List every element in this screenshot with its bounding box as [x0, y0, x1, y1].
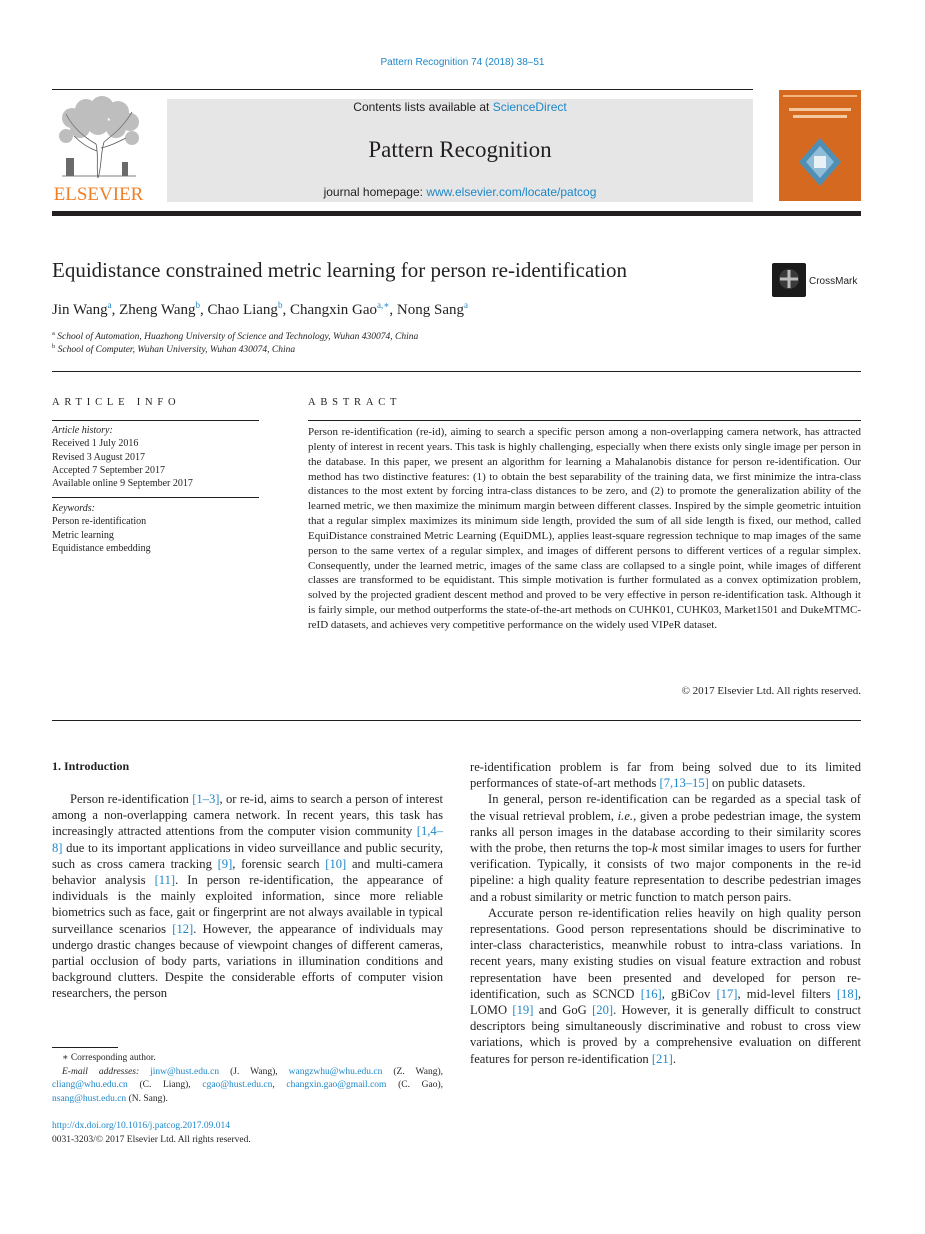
author-name[interactable]: Nong Sang: [396, 302, 464, 318]
author-name[interactable]: Chao Liang: [207, 302, 278, 318]
homepage-prefix: journal homepage:: [323, 185, 427, 199]
text-run: , forensic search: [232, 856, 326, 871]
author-affiliation-sup[interactable]: a,∗: [377, 300, 390, 310]
elsevier-tree-logo: [52, 96, 145, 204]
keywords-label: Keywords:: [52, 503, 95, 514]
author-separator: ,: [200, 302, 208, 318]
header-rule: [52, 89, 753, 90]
citation-link[interactable]: [17]: [716, 986, 738, 1001]
email-owner: (C. Liang),: [127, 1080, 203, 1090]
citation-link[interactable]: [1–3]: [192, 792, 220, 806]
contents-prefix: Contents lists available at: [353, 100, 493, 114]
email-owner: (N. Sang).: [126, 1093, 168, 1104]
author-affiliation-sup[interactable]: a: [463, 300, 468, 310]
footnote-rule: [52, 1047, 118, 1048]
email-owner: (C. Gao),: [386, 1080, 444, 1090]
citation-link[interactable]: [20]: [592, 1003, 614, 1018]
sciencedirect-link[interactable]: ScienceDirect: [492, 100, 567, 114]
email-link[interactable]: jinw@hust.edu.cn: [150, 1066, 220, 1077]
body-left-column: [52, 791, 443, 1002]
history-received: Received 1 July 2016: [52, 438, 139, 450]
abstract-heading: ABSTRACT: [308, 397, 402, 408]
email-owner: (J. Wang),: [219, 1066, 289, 1077]
author-name[interactable]: Changxin Gao: [289, 302, 378, 318]
text-run: In general, person re-identification can be regarded as a special task of the visual retrieval problem,: [470, 792, 861, 823]
corresponding-author-note: Corresponding author.: [70, 1053, 156, 1063]
affiliation-text: School of Automation, Huazhong University of Science and Technology, Wuhan 430074, China: [57, 332, 419, 343]
affiliation-a: [52, 330, 418, 342]
citation-link[interactable]: [9]: [217, 856, 233, 871]
citation-link[interactable]: [19]: [512, 1003, 534, 1018]
doi-link[interactable]: http://dx.doi.org/10.1016/j.patcog.2017.09.014: [52, 1121, 230, 1131]
author-list: [52, 300, 468, 319]
email-label: E-mail addresses:: [62, 1066, 151, 1077]
italic-text: k: [652, 841, 658, 856]
journal-cover-thumbnail[interactable]: [779, 90, 861, 201]
email-link[interactable]: cliang@whu.edu.cn: [52, 1080, 128, 1090]
doi-block: [52, 1120, 251, 1147]
article-info-rule: [52, 420, 259, 421]
text-run: due to its important applications in video surveillance and public security, such as cross camera tracking: [52, 840, 443, 871]
affiliation-sup: a: [52, 330, 55, 337]
journal-citation-link[interactable]: Pattern Recognition 74 (2018) 38–51: [380, 57, 545, 68]
author-affiliation-sup[interactable]: b: [277, 300, 283, 310]
text-run: .: [672, 1051, 676, 1066]
email-owner: (Z. Wang),: [382, 1066, 443, 1077]
journal-name: Pattern Recognition: [368, 137, 552, 162]
contents-line: [167, 100, 753, 114]
author-affiliation-sup[interactable]: b: [195, 300, 201, 310]
text-run: . However, it is generally difficult to construct descriptors being simultaneously discriminative and robust to cross view variations, which is proved by a comprehensive evaluation on different features for person re-identification: [470, 1003, 861, 1066]
text-run: , given a probe pedestrian image, the system ranks all person images in the database according to their similarity scores with the probe, then returns the top-: [470, 808, 861, 856]
citation-link[interactable]: [7,13–15]: [659, 776, 709, 791]
citation-link[interactable]: [18]: [836, 986, 858, 1001]
author-name[interactable]: Jin Wang: [52, 302, 108, 318]
title-block-rule: [52, 371, 861, 372]
text-run: and multi-camera behavior analysis: [52, 856, 443, 888]
text-run: , LOMO: [470, 986, 861, 1018]
italic-text: i.e.: [617, 808, 634, 823]
asterisk-mark: ∗: [62, 1053, 69, 1063]
article-history: [52, 424, 267, 490]
abstract-rule: [308, 420, 861, 421]
citation-link[interactable]: [11]: [154, 873, 176, 888]
section-heading-introduction: 1. Introduction: [52, 759, 130, 773]
body-paragraph: [470, 791, 861, 904]
elsevier-wordmark: ELSEVIER: [53, 184, 144, 204]
email-link[interactable]: changxin.gao@gmail.com: [286, 1080, 387, 1090]
abstract-copyright: © 2017 Elsevier Ltd. All rights reserved.: [681, 685, 861, 697]
keywords-block: [52, 502, 267, 555]
text-run: , gBiCov: [661, 986, 717, 1001]
author-name[interactable]: Zheng Wang: [119, 302, 196, 318]
keywords-rule: [52, 497, 259, 498]
affiliation-text: School of Computer, Wuhan University, Wuhan 430074, China: [57, 345, 296, 356]
header-thick-rule: [52, 211, 861, 216]
body-paragraph: [470, 905, 861, 1067]
keyword: Metric learning: [52, 529, 114, 541]
article-title: Equidistance constrained metric learning for person re-identification: [52, 258, 627, 282]
text-run: most similar images to users for further verification. Typically, it consists of two major components in the re-id pipeline: a high quality feature representation to describe pedestrian images and a robust similarity or metric function to match person pairs.: [470, 841, 861, 904]
email-link[interactable]: nsang@hust.edu.cn: [52, 1093, 127, 1104]
history-accepted: Accepted 7 September 2017: [52, 464, 166, 476]
article-info-heading: ARTICLE INFO: [52, 397, 181, 408]
author-separator: ,: [389, 302, 397, 318]
abstract-text: Person re-identification (re-id), aiming to search a specific person among a non-overlapping camera network, has attracted plenty of interest in recent years. This task is highly challenging, especially when there exists only single image per person in the database. In this paper, we present an algorithm for learning a Mahalanobis distance for person re-identification. Our method has two distinctive features: (1) to obtain the best separability of the training data, we first minimize the intra-class distances to the most extent by forcing intra-class distances to be zero, and (2) to promote the generalization ability of the learned metric, we then maximize the minimum margin between different classes. Inspired by the simple geometric intuition that a regular simplex maximizes its minimum side length, provided the sum of all side length is fixed, our method, called EquiDistance constrained Metric Learning (EquiDML), applies least-square regression technique to map images of the same person to the same vertex of a regular simplex, and images of different persons to different vertices of a regular simplex. Consequently, under the learned metric, images of the same class are collapsed to a single point, while images of different classes are transformed to be equidistant. This simple motivation is further formulated as a convex optimization problem, solved by the projected gradient descent method and proved to be very effective in person re-identification task. Although it is fairly simple, our method outperforms the state-of-the-art methods on CUHK01, CUHK03, Market1501 and DukeMTMC-reID datasets, and achieves very competitive performance on the widely used VIPeR dataset.: [308, 426, 861, 631]
body-paragraph: [52, 791, 443, 1002]
affiliation-b: [52, 343, 295, 355]
text-run: , or re-id, aims to search a person of interest among a non-overlapping camera network. In recent years, this task has increasingly attracted attentions from the computer vision community: [52, 792, 443, 839]
abstract-bottom-rule: [52, 720, 861, 721]
keyword: Equidistance embedding: [52, 542, 151, 554]
email-owner: ,: [272, 1080, 287, 1090]
citation-link[interactable]: [10]: [325, 856, 347, 871]
text-run: Accurate person re-identification relies heavily on high quality person representations. Good person representations should be discriminative to inter-class characteristics, meanwhile robust to intra-class variations. In recent years, many existing studies on visual feature extraction and robust representation have been presented and developed for person re-identification, such as SCNCD: [470, 905, 861, 1001]
text-run: . In person re-identification, the appearance of individuals is the mainly exploited information, since more reliable biometrics such as face, gait or fingerprint are not always available in typical surveillance scenarios: [52, 873, 444, 936]
author-affiliation-sup[interactable]: a: [107, 300, 112, 310]
text-run: . However, the appearance of individuals may undergo drastic changes because of viewpoint changes of different cameras, partial occlusion of body parts, variations in illumination conditions and background clutters. Despite the considerable efforts of computer vision researchers, the person: [52, 921, 443, 1001]
history-revised: Revised 3 August 2017: [52, 451, 146, 463]
text-run: , mid-level filters: [737, 986, 837, 1001]
article-history-label: Article history:: [52, 425, 113, 436]
footnote-block: [52, 1052, 443, 1106]
text-run: Person re-identification: [70, 792, 193, 806]
keyword: Person re-identification: [52, 516, 147, 528]
issn-line: 0031-3203/© 2017 Elsevier Ltd. All rights reserved.: [52, 1134, 251, 1145]
citation-link[interactable]: [12]: [172, 921, 194, 936]
email-addresses: [52, 1066, 443, 1107]
body-paragraph: [470, 759, 861, 791]
author-separator: ,: [111, 302, 120, 318]
citation-link[interactable]: [16]: [640, 986, 662, 1001]
text-run: and GoG: [533, 1003, 593, 1018]
text-run: re-identification problem is far from being solved due to its limited performances of state-of-art methods: [470, 760, 861, 791]
crossmark-label: CrossMark: [809, 276, 858, 287]
affiliation-sup: b: [52, 343, 56, 350]
email-link[interactable]: wangzwhu@whu.edu.cn: [288, 1066, 383, 1077]
body-right-column: [470, 759, 861, 1067]
citation-link[interactable]: [1,4–8]: [52, 824, 443, 855]
crossmark-icon[interactable]: [772, 263, 806, 297]
text-run: on public datasets.: [708, 776, 806, 791]
author-separator: ,: [282, 302, 290, 318]
journal-homepage: [167, 185, 753, 199]
citation-link[interactable]: [21]: [651, 1051, 673, 1066]
journal-homepage-link[interactable]: www.elsevier.com/locate/patcog: [426, 185, 597, 199]
email-link[interactable]: cgao@hust.edu.cn: [202, 1080, 273, 1090]
history-online: Available online 9 September 2017: [52, 478, 193, 490]
